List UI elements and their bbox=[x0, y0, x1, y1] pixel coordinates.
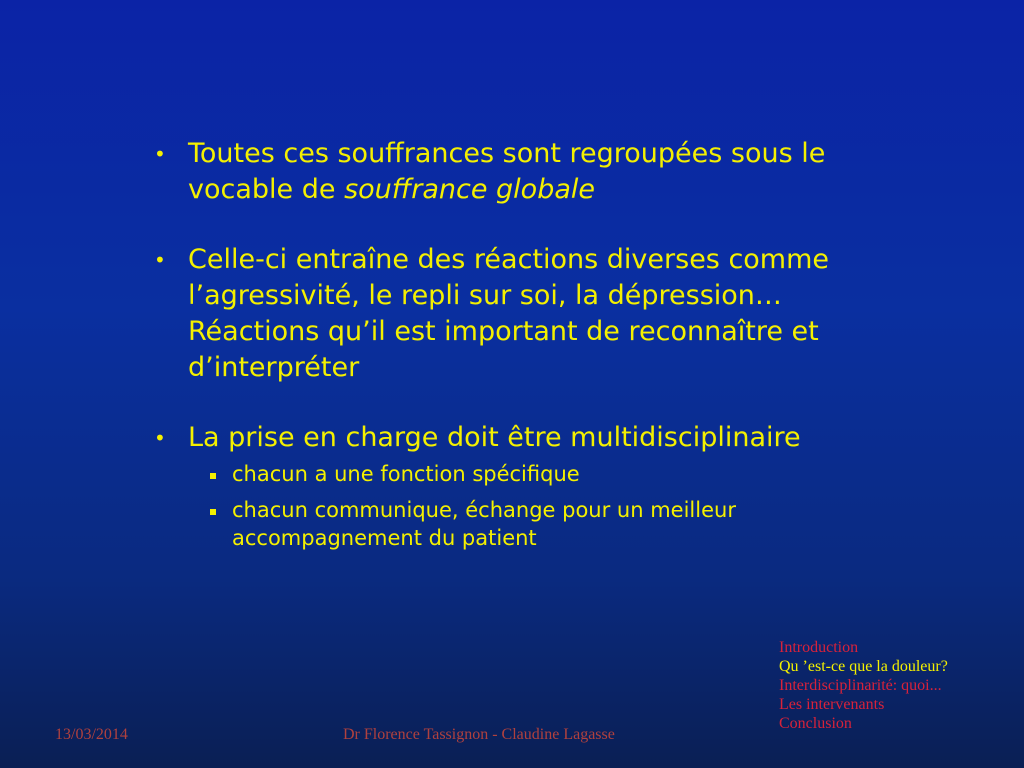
bullet-item bbox=[150, 242, 910, 386]
sub-bullet-item bbox=[150, 496, 910, 552]
sub-bullet-text: chacun a une fonction spécifique bbox=[232, 462, 580, 486]
nav-link-intervenants[interactable]: Les intervenants bbox=[779, 696, 885, 713]
nav-link-douleur[interactable]: Qu ’est-ce que la douleur? bbox=[779, 658, 948, 675]
nav-link-interdisciplinarite[interactable]: Interdisciplinarité: quoi... bbox=[779, 677, 942, 694]
bullet-item bbox=[150, 420, 910, 456]
bullet-icon: • bbox=[154, 426, 166, 450]
bullet-item bbox=[150, 136, 910, 208]
bullet-icon: • bbox=[154, 142, 166, 166]
sub-bullet-text: chacun communique, échange pour un meilleur accompagnement du patient bbox=[232, 498, 736, 550]
sub-bullet-item bbox=[150, 460, 910, 488]
slide-navigation bbox=[779, 638, 948, 733]
sub-bullet-list bbox=[150, 460, 910, 552]
bullet-text: La prise en charge doit être multidisciplinaire bbox=[188, 422, 801, 453]
footer-date: 13/03/2014 bbox=[55, 726, 128, 743]
slide-content bbox=[150, 136, 910, 560]
bullet-icon: • bbox=[154, 248, 166, 272]
nav-link-conclusion[interactable]: Conclusion bbox=[779, 715, 852, 732]
square-bullet-icon bbox=[210, 509, 216, 515]
nav-link-introduction[interactable]: Introduction bbox=[779, 639, 859, 656]
square-bullet-icon bbox=[210, 473, 216, 479]
bullet-text: Celle-ci entraîne des réactions diverses comme l’agressivité, le repli sur soi, la dépression… Réactions qu’il est important de reconnaître et d’interpréter bbox=[188, 244, 830, 383]
bullet-text: Toutes ces souffrances sont regroupées sous le vocable de bbox=[188, 138, 826, 205]
footer-author: Dr Florence Tassignon - Claudine Lagasse bbox=[343, 726, 615, 743]
bullet-emphasis: souffrance globale bbox=[344, 174, 595, 205]
